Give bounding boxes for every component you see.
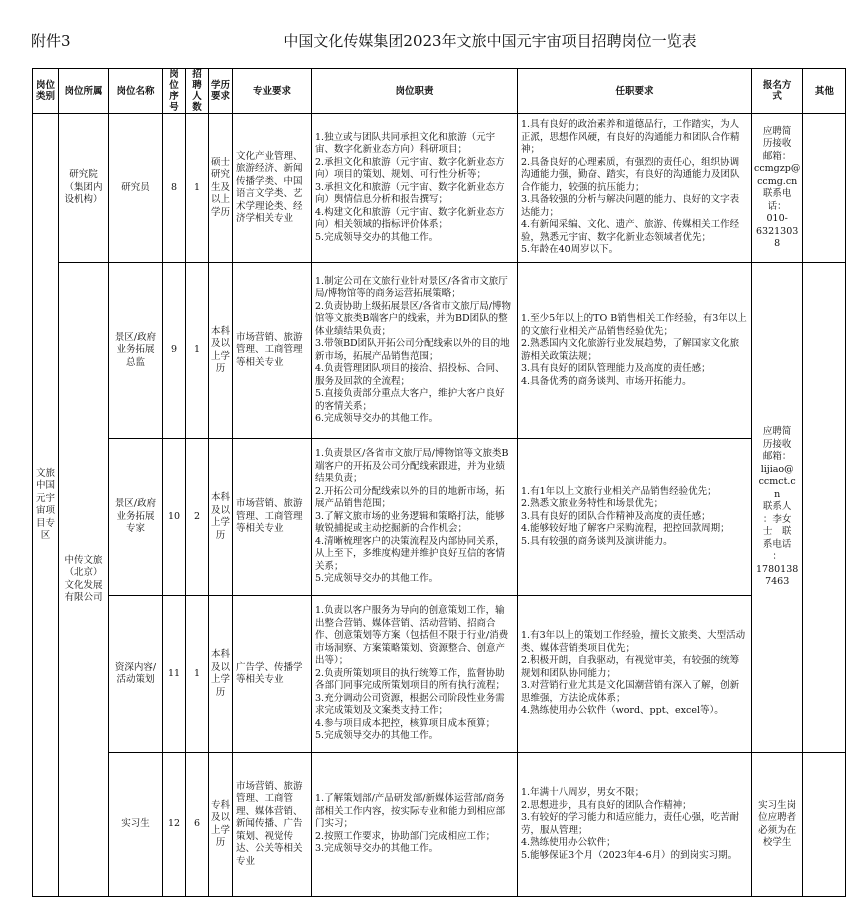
education-cell: 硕士 研究 生及 以上 学历: [209, 114, 233, 263]
duties-cell: 1.负责以客户服务为导向的创意策划工作，输出整合营销、媒体营销、活动营销、招商合作、创意策划等方案（包括但不限于行业/消费市场洞察、方案策略策划、资源整合、创意产出等）； 2.负责所策划项目的执行统筹工作，监督协助各部门同事完成所策划项目的所有执行流程； 3.充分调动公司资源，根据公司阶段性业务需求完成策划及文案类支持工作； 4.参与项目成本把控，核算项目成本预算； 5.完成领导交办的其他工作。: [312, 596, 518, 753]
education-cell: 本科 及以 上学 历: [209, 596, 233, 753]
position-number-cell: 8: [163, 114, 186, 263]
education-cell: 专科 及以 上学 历: [209, 753, 233, 897]
major-cell: 市场营销、旅游管理、工商管理等相关专业: [233, 439, 312, 596]
requirements-cell: 1.至少5年以上的TO B销售相关工作经验，有3年以上的文旅行业相关产品销售经验优先； 2.熟悉国内文化旅游行业发展趋势，了解国家文化旅游相关政策法规； 3.具有良好的团队管理能力及高度的责任感； 4.具备优秀的商务谈判、市场开拓能力。: [518, 263, 752, 439]
other-cell: [803, 114, 846, 263]
table-row: [33, 439, 846, 596]
hire-count-cell: 2: [186, 439, 209, 596]
requirements-cell: 1.年满十八周岁，男女不限； 2.思想进步，具有良好的团队合作精神； 3.有较好的学习能力和适应能力，责任心强，吃苦耐劳，服从管理； 4.熟练使用办公软件； 5.能够保证3个月（2023年4-6月）的到岗实习期。: [518, 753, 752, 897]
position-name-cell: 资深内容/ 活动策划: [109, 596, 163, 753]
requirements-cell: 1.具有良好的政治素养和道德品行，工作踏实，为人正派，思想作风硬，有良好的沟通能力和团队合作精神； 2.具备良好的心理素质，有强烈的责任心，组织协调沟通能力强，勤奋、踏实，有良好的沟通能力及团队合作能力，较强的抗压能力； 3.具备较强的分析与解决问题的能力、良好的文字表达能力； 4.有新闻采编、文化、遗产、旅游、传媒相关工作经验，熟悉元宇宙、数字化新业态领域者优先； 5.年龄在40周岁以下。: [518, 114, 752, 263]
duties-cell: 1.了解策划部/产品研发部/新媒体运营部/商务部相关工作内容，按实际专业和能力到相应部门实习； 2.按照工作要求，协助部门完成相应工作； 3.完成领导交办的其他工作。: [312, 753, 518, 897]
table-row: [33, 263, 846, 439]
requirements-cell: 1.有1年以上文旅行业相关产品销售经验优先； 2.熟悉文旅业务特性和场景优先； 3.具有良好的团队合作精神及高度的责任感； 4.能够较好地了解客户采购流程，把控回款周期； 5.具有较强的商务谈判及演讲能力。: [518, 439, 752, 596]
major-cell: 广告学、传播学等相关专业: [233, 596, 312, 753]
col-header-department: 岗位所属: [59, 69, 109, 114]
document-title: 中国文化传媒集团2023年文旅中国元宇宙项目招聘岗位一览表: [283, 32, 697, 50]
position-name-cell: 景区/政府 业务拓展 总监: [109, 263, 163, 439]
col-header-position-number: 岗位 序号: [163, 69, 186, 114]
hire-count-cell: 1: [186, 114, 209, 263]
major-cell: 市场营销、旅游管理、工商管理等相关专业: [233, 263, 312, 439]
table-row: [33, 596, 846, 753]
table-header-row: [33, 69, 846, 114]
position-name-cell: 研究员: [109, 114, 163, 263]
position-number-cell: 9: [163, 263, 186, 439]
col-header-major: 专业要求: [233, 69, 312, 114]
col-header-duties: 岗位职责: [312, 69, 518, 114]
position-number-cell: 11: [163, 596, 186, 753]
position-name-cell: 景区/政府 业务拓展 专家: [109, 439, 163, 596]
duties-cell: 1.制定公司在文旅行业针对景区/各省市文旅厅局/博物馆等的商务运营拓展策略； 2.负责协助上级拓展景区/各省市文旅厅局/博物馆等文旅类B端客户的线索，并为BD团队的整体业绩结果负责； 3.带领BD团队开拓公司分配线索以外的目的地新市场，拓展产品销售范围； 4.负责管理团队项目的接洽、招投标、合同、服务及回款的全流程； 5.直接负责部分重点大客户，维护大客户良好的客情关系； 6.完成领导交办的其他工作。: [312, 263, 518, 439]
department-cell: 研究院 （集团内 设机构）: [59, 114, 109, 263]
application-cell: 应聘简 历接收 邮箱： lijiao@ ccmct.c n 联系人 ：李女 士 联 系电话 ： 1780138 7463: [752, 263, 803, 753]
col-header-requirements: 任职要求: [518, 69, 752, 114]
hire-count-cell: 1: [186, 263, 209, 439]
col-header-hire-count: 招聘 人数: [186, 69, 209, 114]
department-cell: 中传文旅 （北京） 文化发展 有限公司: [59, 263, 109, 897]
recruitment-table: [32, 68, 846, 897]
col-header-category: 岗位 类别: [33, 69, 59, 114]
major-cell: 市场营销、旅游管理、工商管理、媒体营销、新闻传播、广告策划、视觉传达、公关等相关专业: [233, 753, 312, 897]
col-header-education: 学历 要求: [209, 69, 233, 114]
hire-count-cell: 6: [186, 753, 209, 897]
requirements-cell: 1.有3年以上的策划工作经验，擅长文旅类、大型活动类、媒体营销类项目优先； 2.积极开朗，自我驱动，有视觉审美，有较强的统筹规划和团队协同能力； 3.对营销行业尤其是文化国潮营销有深入了解，创新思维强，方法论成体系； 4.熟练使用办公软件（word、ppt、excel等）。: [518, 596, 752, 753]
table-row: [33, 753, 846, 897]
col-header-position-name: 岗位名称: [109, 69, 163, 114]
attachment-label: 附件3: [31, 32, 71, 50]
duties-cell: 1.独立或与团队共同承担文化和旅游（元宇宙、数字化新业态方向）科研项目； 2.承担文化和旅游（元宇宙、数字化新业态方向）项目的策划、规划、可行性分析等； 3.承担文化和旅游（元宇宙、数字化新业态方向）舆情信息分析和报告撰写； 4.构建文化和旅游（元宇宙、数字化新业态方向）相关领域的指标评价体系； 5.完成领导交办的其他工作。: [312, 114, 518, 263]
duties-cell: 1.负责景区/各省市文旅厅局/博物馆等文旅类B端客户的开拓及公司分配线索跟进，并为业绩结果负责； 2.开拓公司分配线索以外的目的地新市场，拓展产品销售范围； 3.了解文旅市场的业务逻辑和策略打法，能够敏锐捕捉或主动挖掘新的合作机会； 4.清晰梳理客户的决策流程及内部协同关系，从上至下，多维度构建并维护良好互信的客情关系； 5.完成领导交办的其他工作。: [312, 439, 518, 596]
col-header-other: 其他: [803, 69, 846, 114]
other-cell: [803, 263, 846, 753]
col-header-application: 报名方 式: [752, 69, 803, 114]
position-name-cell: 实习生: [109, 753, 163, 897]
hire-count-cell: 1: [186, 596, 209, 753]
position-number-cell: 10: [163, 439, 186, 596]
application-cell: 应聘简 历接收 邮箱： ccmgzp@ ccmg.cn 联系电 话： 010- 6321303 8: [752, 114, 803, 263]
table-row: [33, 114, 846, 263]
position-category: 文旅 中国 元宇 宙项 目专 区: [33, 114, 59, 897]
major-cell: 文化产业管理、旅游经济、新闻传播学类、中国语言文学类、艺术学理论类、经济学相关专业: [233, 114, 312, 263]
position-number-cell: 12: [163, 753, 186, 897]
education-cell: 本科 及以 上学 历: [209, 439, 233, 596]
education-cell: 本科 及以 上学 历: [209, 263, 233, 439]
other-cell: 实习生岗 位应聘者 必须为在 校学生: [752, 753, 803, 897]
